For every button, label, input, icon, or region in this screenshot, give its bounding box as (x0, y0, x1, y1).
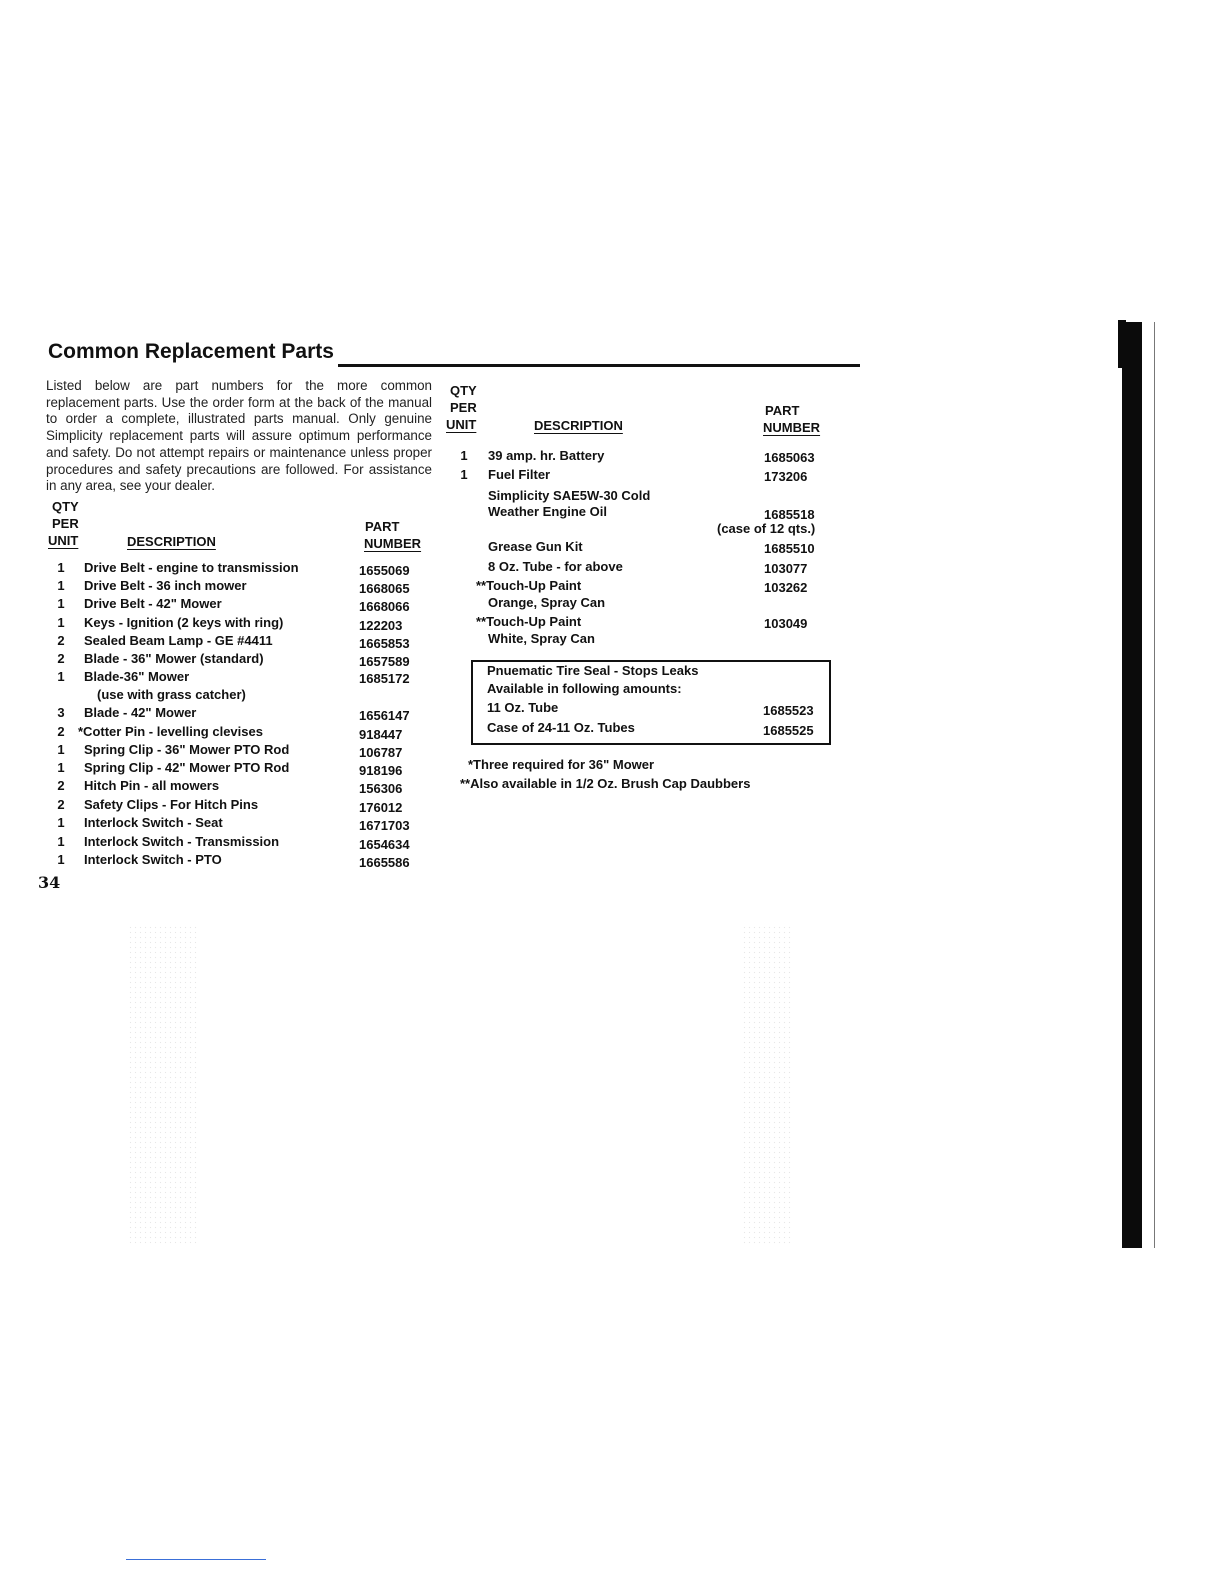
table-row-description: Interlock Switch - Seat (84, 815, 223, 830)
table-row-part-number: 156306 (359, 781, 403, 796)
table-row-qty: 2 (57, 633, 65, 648)
table-row-qty: 1 (57, 852, 65, 867)
page-title: Common Replacement Parts (48, 340, 334, 363)
table-row-part-number: (case of 12 qts.) (717, 521, 816, 536)
table-row-part-number: 1656147 (359, 708, 410, 723)
table-row-part-number: 103262 (764, 580, 808, 595)
tire-seal-row-description: Pnuematic Tire Seal - Stops Leaks (487, 663, 699, 678)
bottom-rule (126, 1559, 266, 1560)
table-row-qty: 1 (57, 615, 65, 630)
tire-seal-row-description: 11 Oz. Tube (487, 700, 559, 715)
table-row-part-number: 173206 (764, 469, 808, 484)
left-header-number: NUMBER (364, 536, 422, 551)
table-row-part-number: 1655069 (359, 563, 410, 578)
table-row-description: Simplicity SAE5W-30 Cold (488, 488, 651, 503)
right-header-description: DESCRIPTION (534, 418, 623, 433)
table-row-description: Spring Clip - 42" Mower PTO Rod (84, 760, 290, 775)
scan-noise-right (742, 925, 792, 1245)
table-row-qty: 1 (57, 760, 65, 775)
table-row-part-number: 1668065 (359, 581, 410, 596)
table-row-part-number: 1671703 (359, 818, 410, 833)
scan-edge-bar (1122, 322, 1142, 1248)
table-row-description: *Cotter Pin - levelling clevises (78, 724, 263, 739)
table-row-qty: 2 (57, 651, 65, 666)
intro-paragraph: Listed below are part numbers for the more common replacement parts. Use the order form at the back of the manual to order a complete, illustrated parts manual. Only genuine Simplicity replacement parts will assure optimum performance and safety. Do not attempt repairs or maintenance unless proper procedures and safety precautions are followed. For assistance in any area, see your dealer. (46, 378, 432, 494)
table-row-description: Orange, Spray Can (488, 595, 606, 610)
table-row-description: Sealed Beam Lamp - GE #4411 (84, 633, 273, 648)
table-row-description: 8 Oz. Tube - for above (488, 559, 623, 574)
table-row-description: Blade - 42" Mower (84, 705, 197, 720)
left-header-unit: UNIT (48, 533, 79, 548)
table-row-description: Drive Belt - 36 inch mower (84, 578, 247, 593)
table-row-part-number: 1665586 (359, 855, 410, 870)
table-row-description: **Touch-Up Paint (476, 614, 582, 629)
table-row-description: Drive Belt - engine to transmission (84, 560, 299, 575)
left-header-part: PART (365, 519, 400, 534)
table-row-part-number: 1654634 (359, 837, 410, 852)
table-row-part-number: 918447 (359, 727, 403, 742)
right-header-per: PER (450, 400, 477, 415)
table-row-description: Interlock Switch - Transmission (84, 834, 280, 849)
tire-seal-row-part-number: 1685523 (763, 703, 814, 718)
table-row-part-number: 918196 (359, 763, 403, 778)
table-row-part-number: 1685518 (764, 507, 815, 522)
table-row-qty: 1 (57, 596, 65, 611)
left-header-per: PER (52, 516, 79, 531)
table-row-qty: 1 (57, 560, 65, 575)
table-row-qty: 1 (57, 742, 65, 757)
footnote-double-star: **Also available in 1/2 Oz. Brush Cap Daubbers (460, 776, 751, 791)
table-row-part-number: 103077 (764, 561, 808, 576)
footnote-single-star: *Three required for 36" Mower (468, 757, 655, 772)
table-row-part-number: 1685063 (764, 450, 815, 465)
table-row-description: Interlock Switch - PTO (84, 852, 222, 867)
tire-seal-row-description: Available in following amounts: (487, 681, 682, 696)
table-row-part-number: 106787 (359, 745, 403, 760)
scan-noise-left (128, 925, 198, 1245)
table-row-part-number: 1685510 (764, 541, 815, 556)
right-header-part: PART (765, 403, 800, 418)
table-row-description: 39 amp. hr. Battery (488, 448, 605, 463)
left-header-description: DESCRIPTION (127, 534, 216, 549)
table-row-qty: 2 (57, 724, 65, 739)
right-header-qty: QTY (450, 383, 477, 398)
table-row-qty: 1 (460, 467, 468, 482)
tire-seal-row-part-number: 1685525 (763, 723, 814, 738)
table-row-qty: 2 (57, 778, 65, 793)
table-row-description: **Touch-Up Paint (476, 578, 582, 593)
title-rule (338, 364, 860, 367)
table-row-part-number: 176012 (359, 800, 403, 815)
table-row-part-number: 1657589 (359, 654, 410, 669)
table-row-part-number: 1685172 (359, 671, 410, 686)
left-header-qty: QTY (52, 499, 79, 514)
table-row-description: Safety Clips - For Hitch Pins (84, 797, 259, 812)
tire-seal-row-description: Case of 24-11 Oz. Tubes (487, 720, 635, 735)
table-row-qty: 1 (57, 578, 65, 593)
table-row-description: Blade - 36" Mower (standard) (84, 651, 264, 666)
scan-edge-line (1154, 322, 1155, 1248)
table-row-qty: 1 (57, 834, 65, 849)
right-header-number: NUMBER (763, 420, 821, 435)
table-row-description: Hitch Pin - all mowers (84, 778, 220, 793)
table-row-qty: 1 (57, 669, 65, 684)
table-row-description: Keys - Ignition (2 keys with ring) (84, 615, 284, 630)
right-header-unit: UNIT (446, 417, 477, 432)
table-row-description: Drive Belt - 42" Mower (84, 596, 222, 611)
table-row-part-number: 1668066 (359, 599, 410, 614)
page-number: 34 (38, 873, 61, 892)
table-row-description: Fuel Filter (488, 467, 551, 482)
table-row-qty: 2 (57, 797, 65, 812)
table-row-part-number: 1665853 (359, 636, 410, 651)
table-row-description: Weather Engine Oil (488, 504, 607, 519)
table-row-description: Grease Gun Kit (488, 539, 583, 554)
table-row-description: White, Spray Can (488, 631, 595, 646)
table-row-description: Blade-36" Mower (84, 669, 190, 684)
table-row-description: Spring Clip - 36" Mower PTO Rod (84, 742, 290, 757)
table-row-qty: 1 (57, 815, 65, 830)
table-row-qty: 3 (57, 705, 65, 720)
table-row-part-number: 122203 (359, 618, 403, 633)
table-row-description: (use with grass catcher) (97, 687, 246, 702)
table-row-part-number: 103049 (764, 616, 808, 631)
table-row-qty: 1 (460, 448, 468, 463)
